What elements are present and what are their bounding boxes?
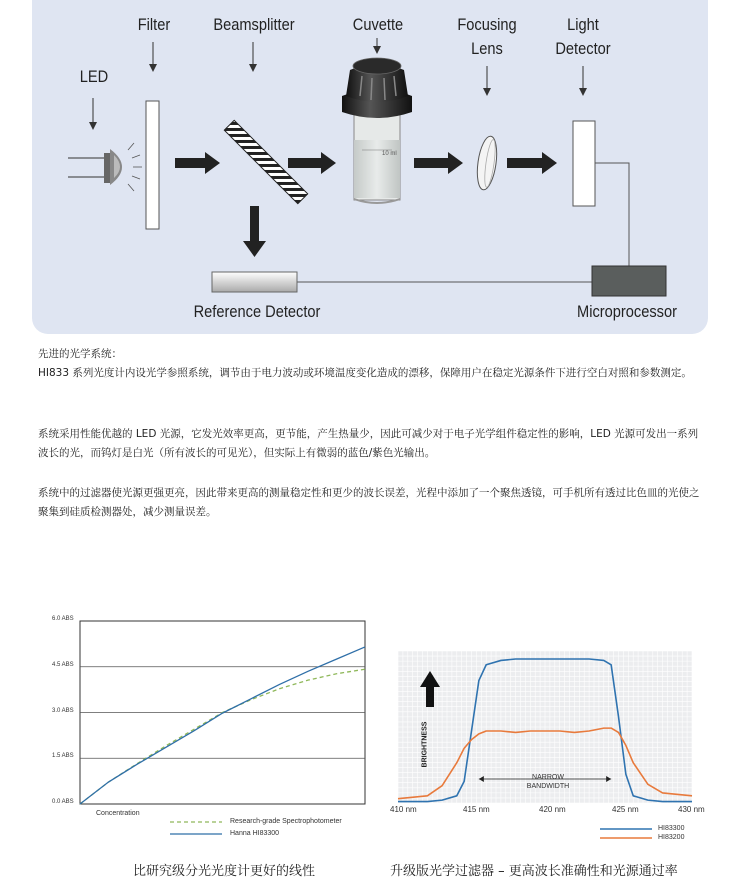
down-arrow-icon: [243, 206, 266, 257]
bandwidth-chart: [386, 645, 716, 850]
paragraph-3-block: [38, 484, 708, 522]
legend-label-hi83300: HI83300: [658, 825, 685, 832]
bandwidth-chart-caption: 升级版光学过滤器 – 更高波长准确性和光源通过率: [390, 864, 678, 879]
led-icon: [68, 143, 142, 191]
section-heading: 先进的光学系统：: [38, 348, 122, 360]
x-axis-label: Concentration: [96, 810, 140, 817]
cuvette-icon: [342, 58, 412, 204]
reference-detector-icon: [212, 272, 297, 292]
light-detector-label-line2: Detector: [555, 39, 611, 58]
light-detector-icon: [573, 121, 595, 206]
paragraph-2: 系统采用性能优越的 LED 光源，它发光效率更高，更节能，产生热量少，因此可减少对于电子光学组件稳定性的影响，LED 光源可发出一系列波长的光，而钨灯是白光（所有波长的可见光），但实际上有微弱的蓝色/紫色光输出。: [38, 428, 699, 459]
x-tick-label: 425 nm: [612, 805, 639, 814]
legend-label-hi83200: HI83200: [658, 834, 685, 841]
light-path-arrow-icon: [414, 152, 463, 174]
light-path-arrow-icon: [175, 152, 220, 174]
x-tick-label: 415 nm: [463, 805, 490, 814]
focusing-lens-label-line2: Lens: [471, 39, 503, 58]
x-tick-label: 410 nm: [390, 805, 417, 814]
reference-detector-label: Reference Detector: [193, 302, 321, 321]
y-tick-label: 1.5 ABS: [52, 753, 74, 759]
light-detector-label-line1: Light: [567, 15, 599, 34]
y-tick-label: 6.0 ABS: [52, 616, 74, 622]
cuvette-label: Cuvette: [352, 15, 404, 34]
linearity-chart-caption: 比研究级分光光度计更好的线性: [133, 864, 316, 879]
paragraph-1: HI833 系列光度计内设光学参照系统，调节由于电力波动或环境温度变化造成的漂移，保障用户在稳定光源条件下进行空白对照和参数测定。: [38, 367, 692, 379]
y-axis-label: BRIGHTNESS: [421, 721, 429, 768]
microprocessor-label: Microprocessor: [577, 302, 677, 321]
brightness-axis-label-wrap: [418, 713, 432, 783]
microprocessor-icon: [592, 266, 666, 296]
paragraph-3: 系统中的过滤器使光源更强更亮，因此带来更高的测量稳定性和更少的波长误差，光程中添加了一个聚焦透镜，可手机所有透过比色皿的光使之聚集到硅质检测器处，减少测量误差。: [38, 487, 700, 518]
y-tick-label: 3.0 ABS: [52, 708, 74, 714]
bandwidth-chart-svg: [386, 645, 716, 850]
x-tick-label: 430 nm: [678, 805, 705, 814]
legend-label-research: Research-grade Spectrophotometer: [230, 818, 342, 825]
cuvette-volume-mark: 10 ml: [382, 151, 397, 157]
beamsplitter-label: Beamsplitter: [213, 15, 295, 34]
led-label: LED: [79, 67, 109, 86]
legend-label-hanna: Hanna HI83300: [230, 830, 280, 837]
optical-system-diagram: [32, 0, 708, 334]
y-tick-label: 0.0 ABS: [52, 799, 74, 805]
y-tick-label: 4.5 ABS: [52, 662, 74, 668]
filter-icon: [146, 101, 159, 229]
light-path-arrow-icon: [507, 152, 557, 174]
focusing-lens-label-line1: Focusing: [457, 15, 517, 34]
annotation-bandwidth: BANDWIDTH: [526, 783, 570, 790]
filter-label: Filter: [137, 15, 171, 34]
paragraph-2-block: [38, 425, 708, 463]
light-path-arrow-icon: [288, 152, 336, 174]
linearity-chart: [30, 610, 370, 845]
body-text: [38, 345, 708, 383]
focusing-lens-icon: [474, 135, 499, 191]
annotation-narrow: NARROW: [532, 774, 564, 781]
linearity-chart-svg: [30, 610, 370, 845]
x-tick-label: 420 nm: [539, 805, 566, 814]
